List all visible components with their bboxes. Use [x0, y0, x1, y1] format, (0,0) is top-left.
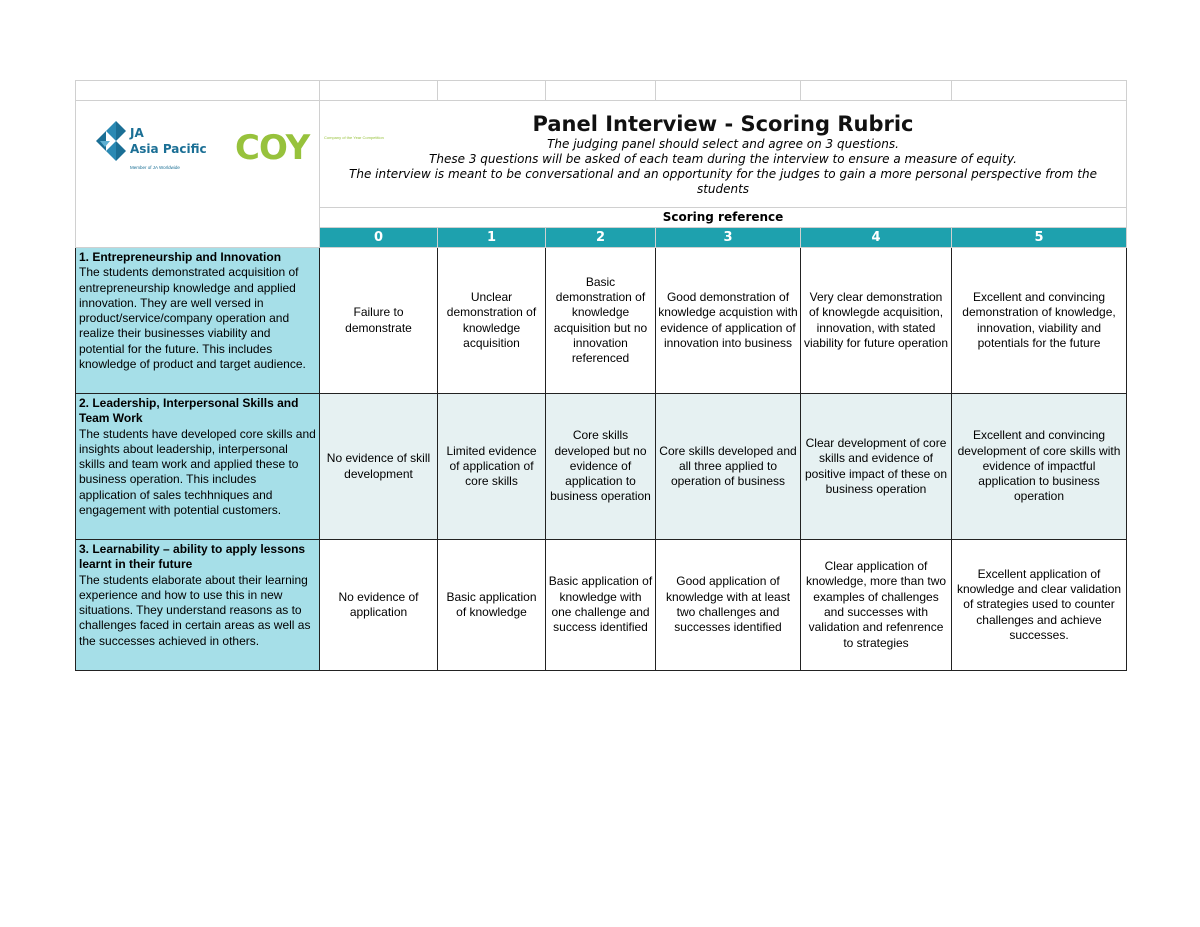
score-3: 3: [656, 228, 801, 248]
level-cell-3: Good application of knowledge with at least two challenges and successes identified: [656, 540, 801, 671]
ja-label: JA: [130, 126, 144, 140]
title-cell: [320, 101, 1127, 208]
ja-asia-pacific-logo: [96, 121, 207, 170]
level-cell-4: Very clear demonstration of knowlegde acquisition, innovation, with stated viability for future operation: [801, 248, 952, 394]
score-1: 1: [438, 228, 546, 248]
level-cell-0: No evidence of skill development: [320, 394, 438, 540]
logo-cell: [76, 101, 384, 248]
scoring-reference-label: Scoring reference: [320, 208, 1127, 228]
level-cell-0: No evidence of application: [320, 540, 438, 671]
title-row: [76, 101, 1127, 208]
score-2: 2: [546, 228, 656, 248]
criterion-label-3: [76, 540, 320, 671]
logos-graphic: [78, 101, 384, 247]
level-cell-0: Failure to demonstrate: [320, 248, 438, 394]
level-cell-5: Excellent and convincing development of core skills with evidence of impactful application to business operation: [952, 394, 1127, 540]
criterion-description: The students have developed core skills and insights about leadership, interpersonal skills and team work and applied these to business operation. This includes application of sales techhniques and engagement with potential customers.: [79, 426, 316, 518]
criterion-title: 2. Leadership, Interpersonal Skills and Team Work: [79, 396, 299, 426]
criterion-row-1: [76, 248, 1127, 394]
score-4: 4: [801, 228, 952, 248]
level-cell-2: Basic application of knowledge with one challenge and success identified: [546, 540, 656, 671]
ja-member-label: Member of JA Worldwide: [130, 165, 180, 170]
score-0: 0: [320, 228, 438, 248]
criterion-row-2: [76, 394, 1127, 540]
description-line-3: The interview is meant to be conversational and an opportunity for the judges to gain a more personal perspective from the students: [349, 167, 1097, 196]
level-cell-2: Core skills developed but no evidence of application to business operation: [546, 394, 656, 540]
coy-label: COY: [235, 128, 310, 168]
criterion-label-2: [76, 394, 320, 540]
level-cell-5: Excellent application of knowledge and clear validation of strategies used to counter challenges and achieve successes.: [952, 540, 1127, 671]
level-cell-2: Basic demonstration of knowledge acquisition but no innovation referenced: [546, 248, 656, 394]
level-cell-4: Clear development of core skills and evidence of positive impact of these on business operation: [801, 394, 952, 540]
level-cell-1: Unclear demonstration of knowledge acquisition: [438, 248, 546, 394]
level-cell-1: Limited evidence of application of core skills: [438, 394, 546, 540]
level-cell-3: Good demonstration of knowledge acquistion with evidence of application of innovation into business: [656, 248, 801, 394]
criterion-title: 3. Learnability – ability to apply lessons learnt in their future: [79, 542, 306, 572]
coy-tagline: Company of the Year Competition: [324, 135, 384, 140]
level-cell-3: Core skills developed and all three applied to operation of business: [656, 394, 801, 540]
scoring-rubric-table: [75, 80, 1127, 671]
level-cell-1: Basic application of knowledge: [438, 540, 546, 671]
level-cell-5: Excellent and convincing demonstration of knowledge, innovation, viability and potentials for the future: [952, 248, 1127, 394]
description-line-2: These 3 questions will be asked of each team during the interview to ensure a measure of equity.: [429, 152, 1017, 166]
asia-pacific-label: Asia Pacific: [130, 142, 207, 156]
page-title: Panel Interview - Scoring Rubric: [532, 112, 914, 136]
description-line-1: The judging panel should select and agree on 3 questions.: [547, 137, 899, 151]
criterion-row-3: [76, 540, 1127, 671]
blank-row: [76, 81, 1127, 101]
criterion-label-1: [76, 248, 320, 394]
level-cell-4: Clear application of knowledge, more than two examples of challenges and successes with validation and refenrence to strategies: [801, 540, 952, 671]
criterion-title: 1. Entrepreneurship and Innovation: [79, 250, 282, 264]
criterion-description: The students demonstrated acquisition of entrepreneurship knowledge and applied innovation. They are well versed in product/service/company operation and realize their businesses viability and potential for the future. This includes knowledge of product and target audience.: [79, 265, 306, 372]
criterion-description: The students elaborate about their learning experience and how to use this in new situations. They understand reasons as to challenges faced in certain areas as well as the successes achieved in others.: [79, 572, 311, 648]
score-5: 5: [952, 228, 1127, 248]
